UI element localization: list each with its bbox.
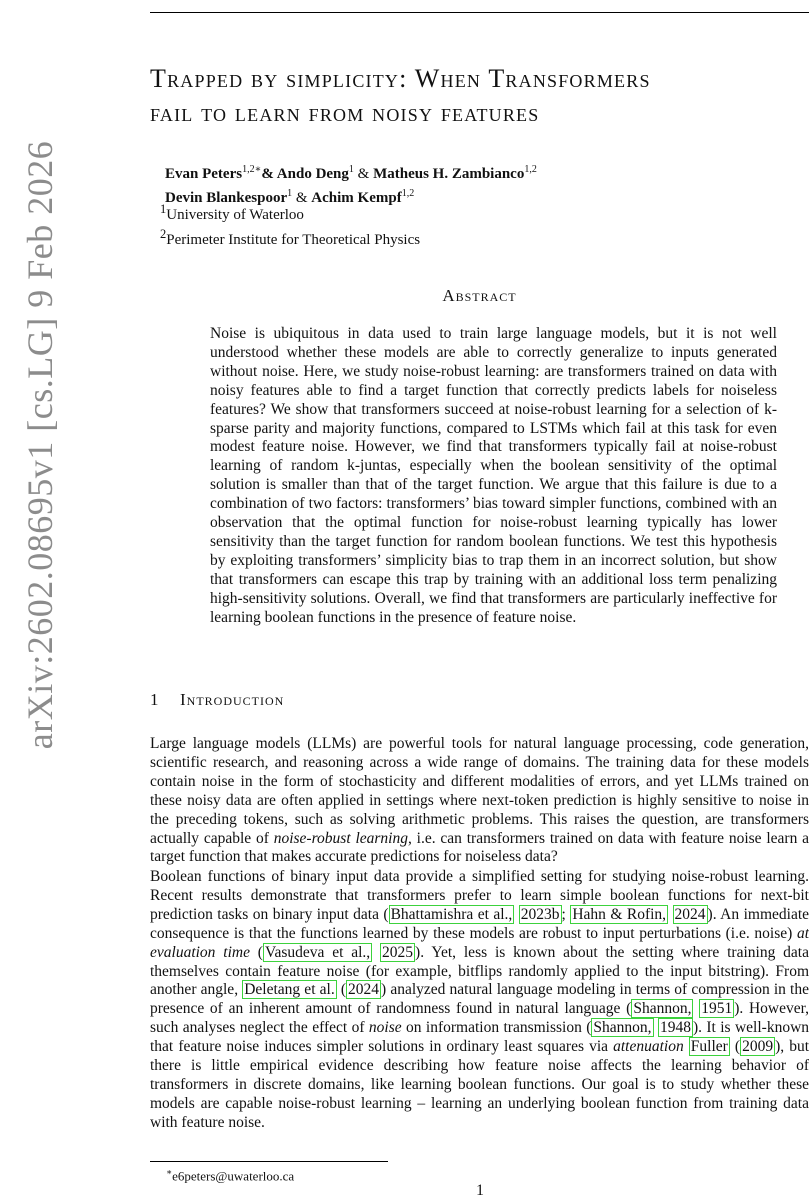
citation-link[interactable]: 2009 [742, 1038, 774, 1056]
citation-link[interactable]: 2024 [674, 905, 706, 923]
text-run: ). An immediate consequence is that the functions learned by these models are robust to input perturbations (i.e. noise) [150, 905, 809, 942]
citation-link[interactable]: Deletang et al. [244, 981, 335, 999]
author-name: Evan Peters [165, 166, 243, 182]
author-name: Achim Kempf [311, 190, 402, 206]
text-run: ) analyzed natural language modeling in terms of compression in the presence of an inherent amount of randomness found in natural language ( [150, 981, 809, 1018]
affiliation-list [160, 200, 420, 250]
text-run: ( [249, 943, 263, 961]
citation-link[interactable]: Hahn & Rofin, [572, 905, 667, 923]
text-run: Boolean functions of binary input data provide a simplified setting for studying noise-robust learning. Recent results demonstrate that transformers prefer to learn simple boolean functions for next-bit prediction tasks on binary input data ( [150, 868, 809, 923]
text-run: ). It is well-known that feature noise induces simpler solutions in ordinary least squares via [150, 1019, 809, 1056]
affiliation [160, 200, 420, 225]
text-run: ; [561, 905, 571, 923]
author-affil-mark: 1,2 [524, 164, 537, 175]
footnote-rule [150, 1161, 388, 1162]
text-run: ( [729, 1038, 741, 1056]
author-line-1 [165, 160, 805, 184]
footnote-mark: ∗ [166, 1167, 173, 1177]
author-name: Ando Deng [276, 166, 349, 182]
text-run: ( [336, 981, 347, 999]
author-separator: & [261, 166, 277, 182]
author-name: Devin Blankespoor [165, 190, 288, 206]
emphasis: attenuation [613, 1038, 684, 1056]
citation-link[interactable]: 2024 [348, 981, 380, 999]
citation-link[interactable]: Bhattamishra et al., [390, 905, 513, 923]
text-run: on information transmission ( [401, 1019, 592, 1037]
affiliation-name: University of Waterloo [166, 207, 304, 223]
emphasis: noise [368, 1019, 402, 1037]
abstract-heading: Abstract [442, 286, 517, 305]
text-run: ). However, such analyses neglect the effect of [150, 1000, 809, 1037]
emphasis: at evaluation time [150, 924, 809, 961]
author-separator: & [292, 190, 312, 206]
section-number: 1 [150, 690, 160, 709]
citation-link[interactable]: Shannon, [633, 1000, 692, 1018]
affiliation-name: Perimeter Institute for Theoretical Physics [166, 232, 421, 248]
affiliation-mark: 1 [160, 202, 167, 216]
text-run: Large language models (LLMs) are powerful tools for natural language processing, code generation, scientific research, and reasoning across a wide range of domains. The training data for these models contain noise in the form of stochasticity and different modalities of errors, and yet LLMs trained on these noisy data are often applied in settings where next-token prediction is highly sensitive to noise in the preceding tokens, such as solving arithmetic problems. This raises the question, are transformers actually capable of [150, 735, 809, 847]
author-affil-mark: 1,2∗ [242, 164, 262, 175]
arxiv-identifier: arXiv:2602.08695v1 [cs.LG] 9 Feb 2026 [20, 140, 60, 750]
text-run: ). Yet, less is known about the setting where training data themselves contain feature noise (for example, bitflips randomly applied to the input bitstring). From another angle, [150, 943, 809, 999]
section-title: Introduction [180, 690, 285, 709]
citation-link[interactable]: 1948 [659, 1019, 691, 1037]
section-heading [150, 690, 284, 710]
author-name: Matheus H. Zambianco [373, 166, 525, 182]
citation-link[interactable]: Vasudeva et al., [264, 943, 371, 961]
title-line-1: Trapped by simplicity: When Transformers [150, 64, 651, 93]
top-rule [150, 12, 809, 13]
paper-title [150, 62, 809, 130]
footnote-email: e6peters@uwaterloo.ca [172, 1168, 295, 1184]
citation-link[interactable]: 1951 [701, 1000, 733, 1018]
text-run [668, 906, 672, 923]
citation-link[interactable]: Fuller [690, 1038, 728, 1056]
title-line-2: fail to learn from noisy features [150, 98, 540, 127]
author-affil-mark: 1 [348, 164, 354, 175]
citation-link[interactable]: 2025 [382, 943, 414, 961]
intro-paragraph-1 [150, 735, 809, 867]
citation-link[interactable]: Shannon, [593, 1019, 652, 1037]
affiliation-mark: 2 [160, 227, 167, 241]
text-run [372, 944, 380, 961]
emphasis: noise-robust learning [273, 829, 408, 847]
author-affil-mark: 1 [287, 188, 293, 199]
text-run: ), but there is little empirical evidence describing how feature noise affects the learning behavior of transformers in discrete domains, like learning boolean functions. Our goal is to study whether these models are capable noise-robust learning – learning an underlying boolean function from training data with feature noise. [150, 1038, 809, 1131]
affiliation [160, 225, 420, 250]
page-number: 1 [476, 1182, 484, 1199]
abstract-body: Noise is ubiquitous in data used to train large language models, but it is not well understood whether these models are able to correctly generalize to inputs generated without noise. Here, we study noise-robust learning: are transformers trained on data with noisy features able to find a target function that correctly predicts labels for noiseless features? We show that transformers succeed at noise-robust learning for a selection of k-sparse parity and majority functions, compared to LSTMs which fail at this task for even modest feature noise. However, we find that transformers typically fail at noise-robust learning of random k-juntas, especially when the boolean sensitivity of the optimal solution is smaller than that of the target function. We argue that this failure is due to a combination of two factors: transformers’ bias toward simpler functions, combined with an observation that the optimal function for noise-robust learning typically has lower sensitivity than the target function for random boolean functions. We test this hypothesis by exploiting transformers’ simplicity bias to trap them in an incorrect solution, but show that transformers can escape this trap by training with an additional loss term penalizing high-sensitivity solutions. Overall, we find that transformers are particularly ineffective for learning boolean functions in the presence of feature noise. [210, 325, 777, 626]
text-run: , i.e. can transformers trained on data with feature noise learn a target function that makes accurate predictions for noiseless data? [150, 829, 809, 866]
author-separator: & [353, 166, 374, 182]
intro-paragraph-2 [150, 868, 809, 1133]
citation-link[interactable]: 2023b [520, 905, 560, 923]
author-affil-mark: 1,2 [401, 188, 415, 199]
